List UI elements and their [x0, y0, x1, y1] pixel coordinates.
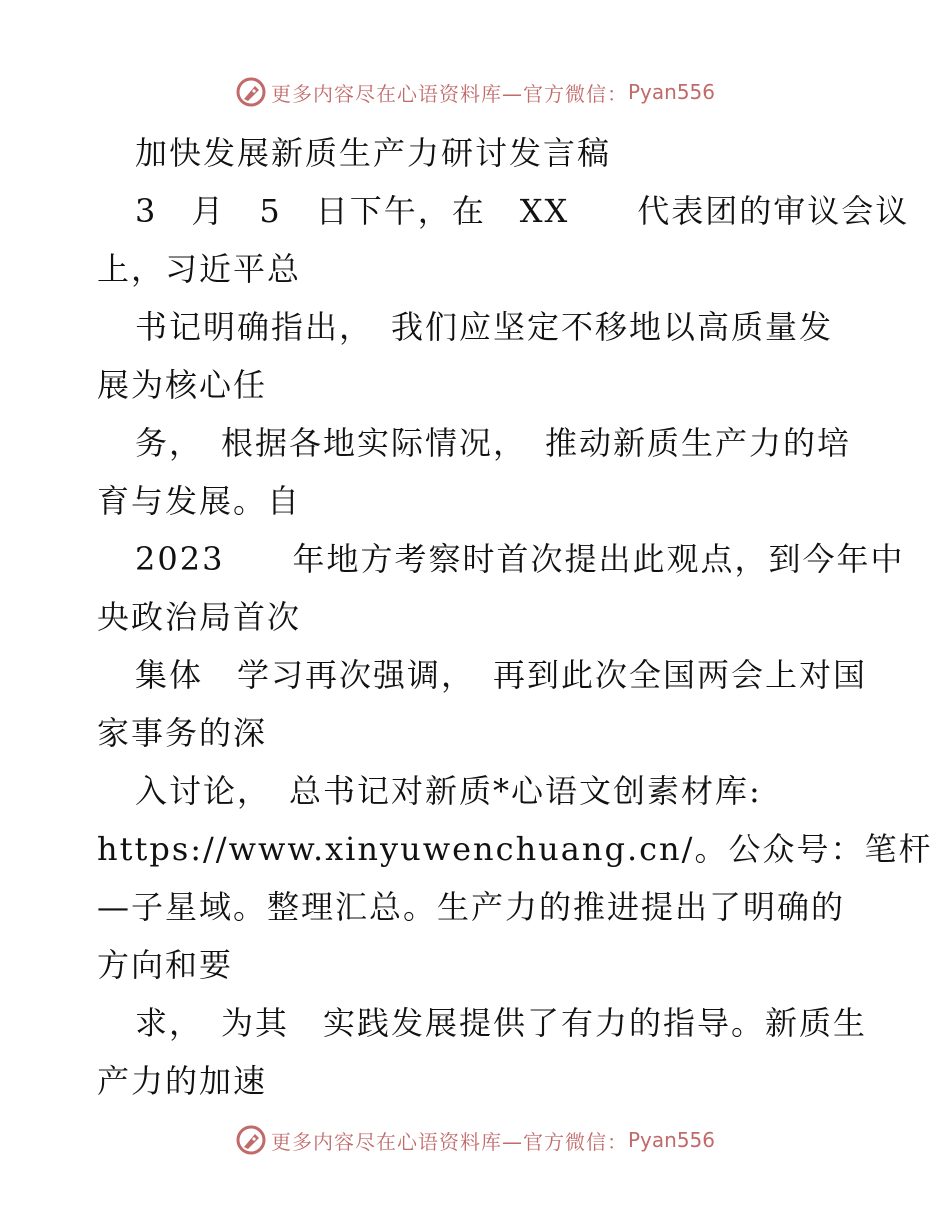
paragraph-line: —子星域。整理汇总。生产力的推进提出了明确的 — [97, 888, 846, 926]
paragraph-line: 上，习近平总 — [97, 250, 302, 288]
paragraph-line: 入讨论， 总书记对新质*心语文创素材库: — [135, 772, 762, 810]
paragraph-line: 3 月 5 日下午，在 XX 代表团的审议会议 — [135, 192, 910, 230]
paragraph-line: 求， 为其 实践发展提供了有力的指导。新质生 — [135, 1004, 868, 1042]
header-banner — [0, 72, 950, 112]
document-body — [97, 124, 933, 1110]
footer-banner — [0, 1120, 950, 1160]
paragraph-line: 集体 学习再次强调， 再到此次全国两会上对国 — [135, 656, 868, 694]
banner-brand: Pyan556 — [627, 80, 715, 104]
document-title: 加快发展新质生产力研讨发言稿 — [135, 134, 612, 172]
banner-text: 更多内容尽在心语资料库—官方微信： — [270, 81, 628, 106]
paragraph-line: 书记明确指出， 我们应坚定不移地以高质量发 — [135, 308, 834, 346]
banner-text: 更多内容尽在心语资料库—官方微信： — [270, 1129, 628, 1154]
pen-nib-circle-icon — [235, 1124, 267, 1156]
banner-brand: Pyan556 — [627, 1128, 715, 1152]
paragraph-line: 展为核心任 — [97, 366, 268, 404]
pen-nib-circle-icon — [235, 76, 267, 108]
paragraph-line: 央政治局首次 — [97, 598, 302, 636]
paragraph-line: 2023 年地方考察时首次提出此观点，到今年中 — [135, 540, 905, 578]
paragraph-line: 务， 根据各地实际情况， 推动新质生产力的培 — [135, 424, 852, 462]
paragraph-line: 家事务的深 — [97, 714, 268, 752]
paragraph-line: https://www.xinyuwenchuang.cn/。公众号：笔杆 — [97, 830, 933, 868]
paragraph-line: 产力的加速 — [97, 1062, 268, 1100]
paragraph-line: 方向和要 — [97, 946, 234, 984]
paragraph-line: 育与发展。自 — [97, 482, 302, 520]
